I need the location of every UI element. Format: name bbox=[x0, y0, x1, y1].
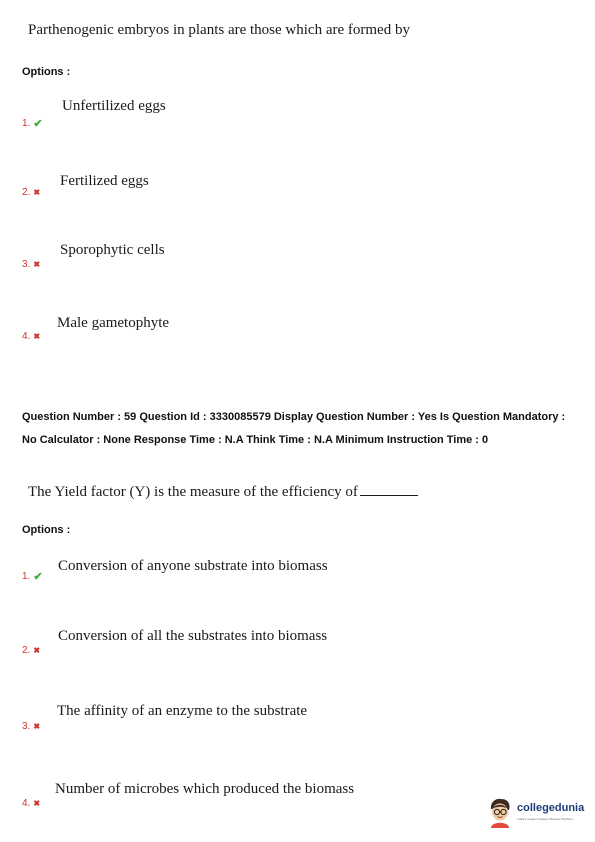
check-icon: ✔ bbox=[33, 118, 43, 130]
option-number-label: 2. bbox=[22, 187, 31, 198]
option-text: Conversion of anyone substrate into biomass bbox=[58, 558, 328, 574]
option-number bbox=[22, 259, 40, 270]
cross-icon: ✖ bbox=[33, 260, 41, 269]
option-text: Male gametophyte bbox=[57, 315, 170, 331]
question-text: Parthenogenic embryos in plants are those which are formed by bbox=[28, 22, 410, 38]
option-text: Number of microbes which produced the biomass bbox=[55, 781, 355, 797]
option-number bbox=[22, 117, 43, 130]
option-number-label: 2. bbox=[22, 645, 31, 656]
option-text: The affinity of an enzyme to the substrate bbox=[57, 703, 308, 719]
option-number bbox=[22, 331, 40, 342]
option-number bbox=[22, 798, 40, 809]
option-text: Unfertilized eggs bbox=[62, 98, 166, 114]
option-text: Conversion of all the substrates into biomass bbox=[58, 628, 328, 644]
option-text: Sporophytic cells bbox=[60, 242, 165, 258]
option-number-label: 3. bbox=[22, 259, 31, 270]
option-number-label: 1. bbox=[22, 118, 31, 129]
options-label: Options : bbox=[22, 524, 71, 536]
cross-icon: ✖ bbox=[33, 799, 41, 808]
options-label: Options : bbox=[22, 66, 71, 78]
collegedunia-logo bbox=[487, 796, 587, 832]
check-icon: ✔ bbox=[33, 571, 43, 583]
question-meta: Question Number : 59 Question Id : 3330085579 Display Question Number : Yes Is Question Mandatory : No Calculator : None Response Time : N.A Think Time : N.A Minimum Instruction Time : 0 bbox=[22, 411, 566, 446]
answer-blank bbox=[360, 483, 418, 496]
option-number bbox=[22, 187, 40, 198]
option-number bbox=[22, 721, 40, 732]
cross-icon: ✖ bbox=[33, 646, 41, 655]
brand-name: collegedunia bbox=[517, 802, 585, 814]
cross-icon: ✖ bbox=[33, 722, 41, 731]
question-text bbox=[28, 483, 418, 501]
student-avatar-icon bbox=[487, 798, 513, 828]
option-number bbox=[22, 645, 40, 656]
cross-icon: ✖ bbox=[33, 188, 41, 197]
option-number bbox=[22, 570, 43, 583]
brand-tagline: India's largest Student Review Platform bbox=[517, 817, 574, 821]
question-text-body: The Yield factor (Y) is the measure of the efficiency of bbox=[28, 484, 358, 500]
option-number-label: 4. bbox=[22, 331, 31, 342]
option-number-label: 1. bbox=[22, 571, 31, 582]
cross-icon: ✖ bbox=[33, 332, 41, 341]
option-text: Fertilized eggs bbox=[60, 173, 149, 189]
option-number-label: 3. bbox=[22, 721, 31, 732]
option-number-label: 4. bbox=[22, 798, 31, 809]
